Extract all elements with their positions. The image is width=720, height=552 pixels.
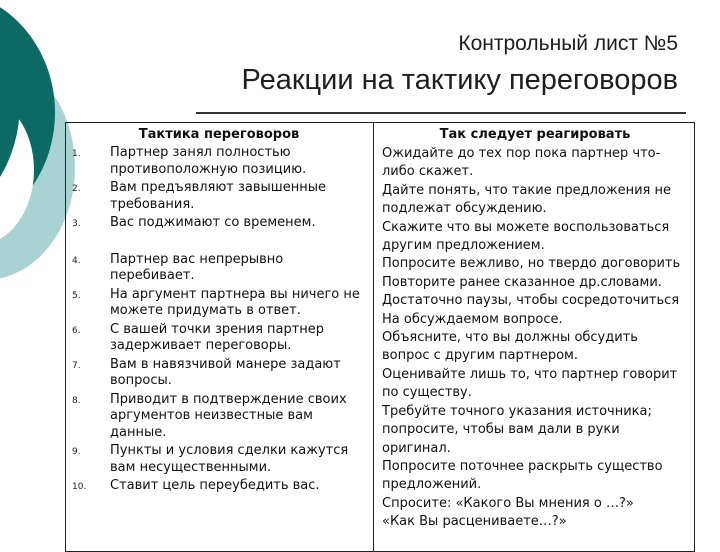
response-line: «Как Вы расцениваете…?» xyxy=(382,514,567,530)
response-line: другим предложением. xyxy=(382,238,545,254)
item-number: 10. xyxy=(72,482,87,492)
response-line: Объясните, что вы должны обсудить xyxy=(382,330,638,346)
response-line: вопрос с другим партнером. xyxy=(382,348,578,364)
left-column-header: Тактика переговоров xyxy=(138,127,300,142)
item-number: 2. xyxy=(72,184,81,194)
response-line: предложений. xyxy=(382,477,482,493)
item-text: Партнер занял полностью противоположную позицию. xyxy=(110,145,307,177)
item-number: 4. xyxy=(72,255,81,266)
response-line: Повторите ранее сказанное др.словами. xyxy=(382,274,662,290)
item-text: Партнер вас непрерывно перебивает. xyxy=(110,251,284,283)
response-line: подлежат обсуждению. xyxy=(382,201,547,217)
item-number: 6. xyxy=(72,325,81,336)
item-number: 1. xyxy=(72,149,81,159)
title-underline xyxy=(196,112,686,114)
response-line: оригинал. xyxy=(382,440,451,456)
responses-list xyxy=(382,145,694,532)
item-number: 7. xyxy=(72,360,81,371)
item-number: 9. xyxy=(72,447,81,457)
response-line: попросите, чтобы вам дали в руки xyxy=(382,422,620,438)
response-line: Попросите поточнее раскрыть существо xyxy=(382,458,663,474)
response-line: Требуйте точного указания источника; xyxy=(382,403,652,419)
response-line: Спросите: «Какого Вы мнения о …?» xyxy=(382,495,634,511)
column-divider xyxy=(373,122,374,552)
item-text: С вашей точки зрения партнер задерживает переговоры. xyxy=(110,321,325,353)
list-item xyxy=(66,180,366,213)
slide-title: Реакции на тактику переговоров xyxy=(241,64,678,96)
list-item xyxy=(66,392,366,442)
list-item xyxy=(66,443,366,476)
list-item xyxy=(66,145,366,178)
item-text: Вас поджимают со временем. xyxy=(110,215,316,230)
item-text: Ставит цель переубедить вас. xyxy=(110,478,320,493)
list-item xyxy=(66,287,366,320)
response-line: Дайте понять, что такие предложения не xyxy=(382,182,671,198)
item-number: 3. xyxy=(72,219,81,229)
response-line: Достаточно паузы, чтобы сосредоточиться xyxy=(382,293,680,309)
response-line: либо скажет. xyxy=(382,164,474,180)
item-text: Приводит в подтверждение своих аргументов неизвестные вам данные. xyxy=(110,391,347,440)
item-text: Вам в навязчивой манере задают вопросы. xyxy=(110,356,341,388)
response-line: Скажите что вы можете воспользоваться xyxy=(382,219,670,235)
tactics-list xyxy=(66,145,366,497)
item-number: 5. xyxy=(72,290,81,301)
response-line: по существу. xyxy=(382,385,472,401)
response-line: Ожидайте до тех пор пока партнер что- xyxy=(382,146,661,161)
right-column-header: Так следует реагировать xyxy=(439,127,631,142)
list-item xyxy=(66,357,366,390)
response-line: На обсуждаемом вопросе. xyxy=(382,311,563,327)
response-line: Попросите вежливо, но твердо договорить xyxy=(382,256,681,272)
list-item xyxy=(66,215,366,232)
response-line: Оценивайте лишь то, что партнер говорит xyxy=(382,366,678,382)
list-item xyxy=(66,478,366,495)
item-text: Пункты и условия сделки кажутся вам несущественными. xyxy=(110,443,349,475)
item-text: На аргумент партнера вы ничего не можете придумать в ответ. xyxy=(110,286,360,318)
slide-subtitle: Контрольный лист №5 xyxy=(458,32,678,55)
list-item xyxy=(66,252,366,285)
item-text: Вам предъявляют завышенные требования. xyxy=(110,180,326,212)
list-item xyxy=(66,322,366,355)
item-number: 8. xyxy=(72,395,81,406)
